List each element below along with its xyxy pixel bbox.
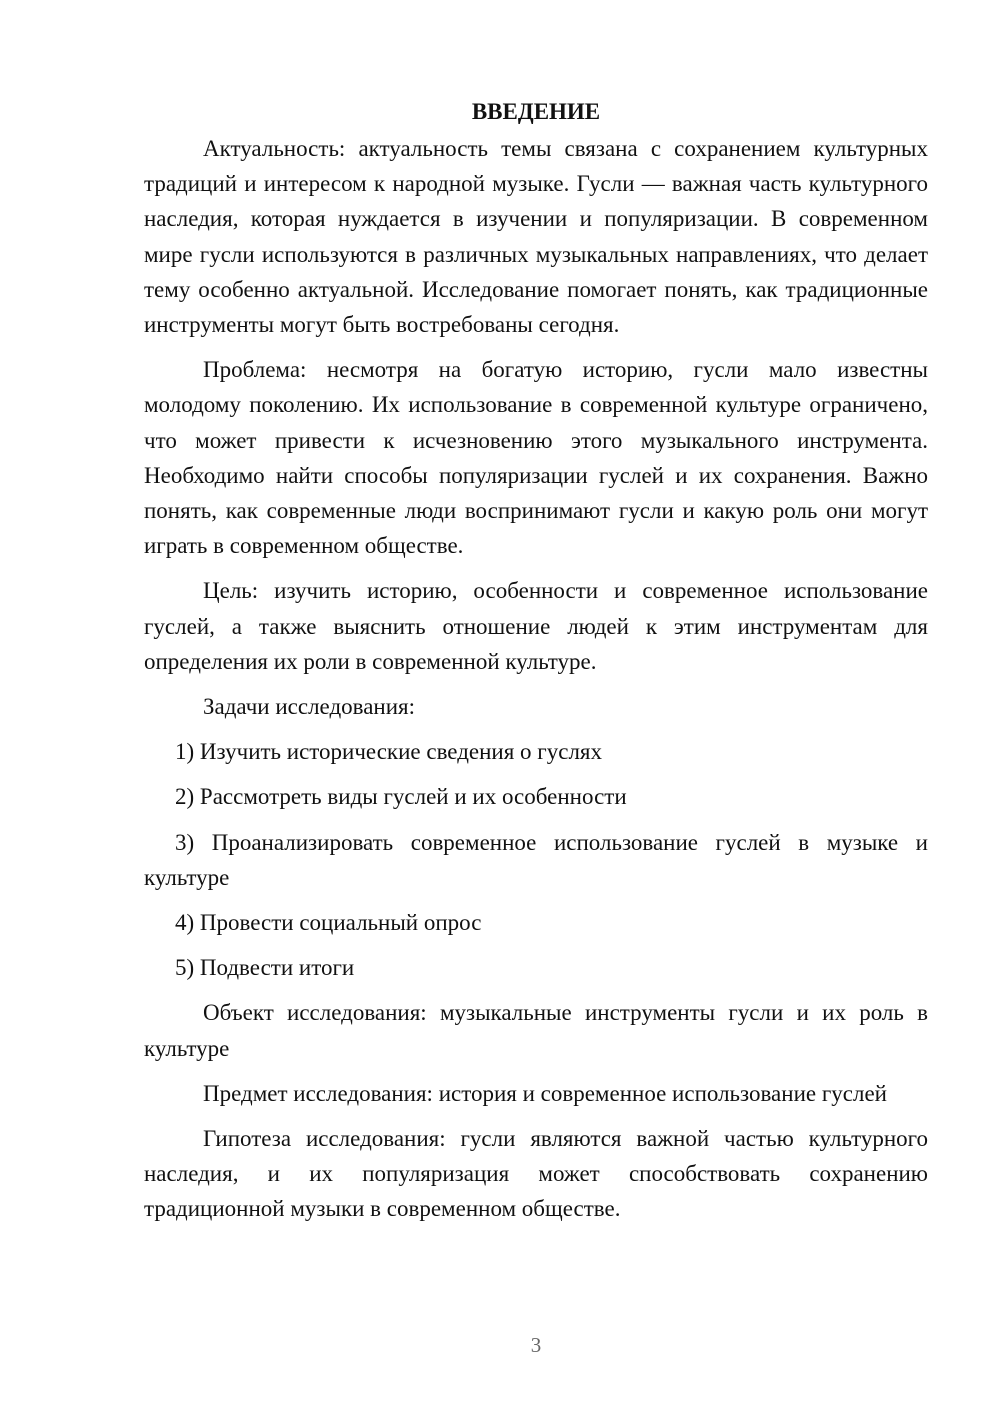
hypothesis-paragraph: Гипотеза исследования: гусли являются важной частью культурного наследия, и их популяризация может способствовать сохранению традиционной музыки в современном обществе. [144, 1126, 928, 1222]
task-item: 1) Изучить исторические сведения о гуслях [175, 739, 603, 765]
tasks-heading: Задачи исследования: [203, 694, 416, 720]
problem-paragraph: Проблема: несмотря на богатую историю, гусли мало известны молодому поколению. Их использование в современной культуре ограничено, что может привести к исчезновению этого музыкального инструмента. Необходимо найти способы популяризации гуслей и их сохранения. Важно понять, как современные люди воспринимают гусли и какую роль они могут играть в современном обществе. [144, 357, 928, 559]
task-item: 4) Провести социальный опрос [175, 910, 482, 936]
page-title: ВВЕДЕНИЕ [471, 99, 601, 124]
goal-paragraph: Цель: изучить историю, особенности и современное использование гуслей, а также выяснить отношение людей к этим инструментам для определения их роли в современной культуре. [144, 578, 928, 674]
task-item: 5) Подвести итоги [175, 955, 355, 981]
task-item: 2) Рассмотреть виды гуслей и их особенности [175, 784, 627, 810]
task-item: 3) Проанализировать современное использование гуслей в музыке и культуре [144, 829, 928, 890]
relevance-paragraph: Актуальность: актуальность темы связана с сохранением культурных традиций и интересом к народной музыке. Гусли — важная часть культурного наследия, которая нуждается в изучении и популяризации. В современном мире гусли используются в различных музыкальных направлениях, что делает тему особенно актуальной. Исследование помогает понять, как традиционные инструменты могут быть востребованы сегодня. [144, 136, 928, 338]
tasks-list [144, 734, 928, 985]
page-number: 3 [530, 1333, 542, 1357]
object-paragraph: Объект исследования: музыкальные инструменты гусли и их роль в культуре [144, 1000, 928, 1061]
subject-paragraph: Предмет исследования: история и современное использование гуслей [203, 1080, 887, 1106]
document-body [144, 94, 928, 1237]
